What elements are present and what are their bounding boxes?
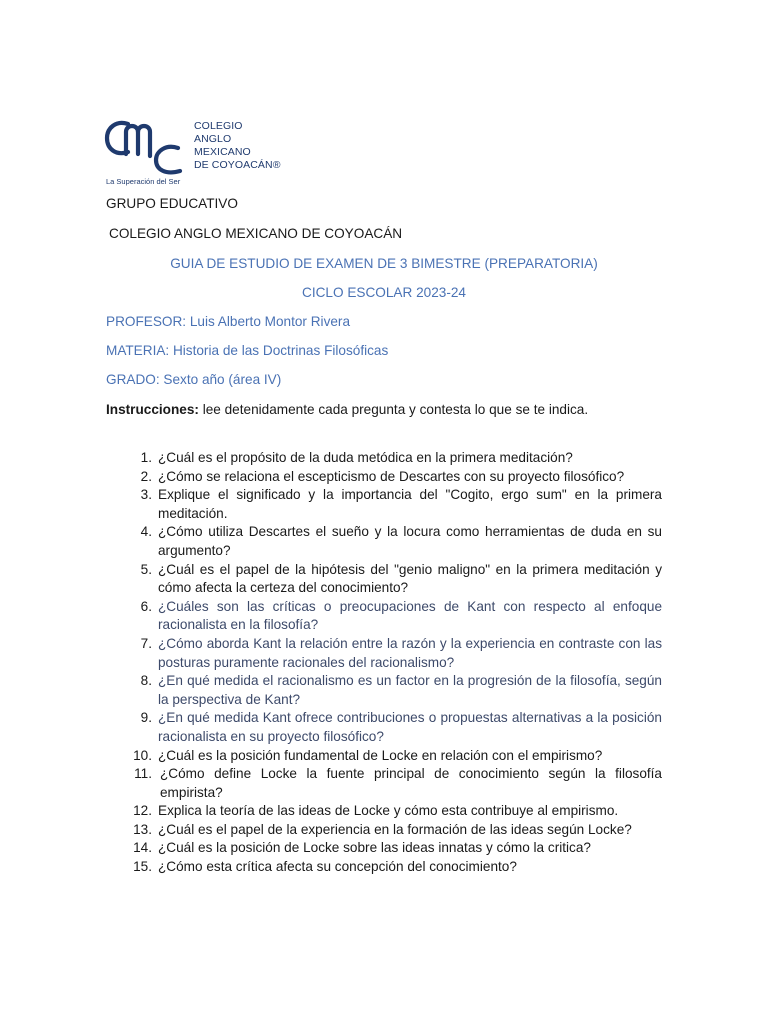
question-item [106,598,662,635]
question-text: Explica la teoría de las ideas de Locke y cómo esta contribuye al empirismo. [158,803,619,819]
question-text: ¿En qué medida el racionalismo es un factor en la progresión de la filosofía, según la perspectiva de Kant? [158,673,662,707]
question-number: 13. [133,821,152,837]
question-item [106,561,662,598]
logo-tagline: La Superación del Ser [106,177,181,186]
instructions-text: lee detenidamente cada pregunta y contesta lo que se te indica. [198,402,589,417]
question-list [106,449,662,877]
question-number: 10. [133,747,152,763]
logo-line-1: COLEGIO [194,120,243,132]
question-item [106,747,662,766]
question-text: ¿Cómo esta crítica afecta su concepción del conocimiento? [158,859,517,875]
question-number: 2. [140,468,152,484]
question-text: ¿Cuál es el propósito de la duda metódica en la primera meditación? [158,450,573,465]
question-text: ¿Cómo aborda Kant la relación entre la razón y la experiencia en contraste con las posturas puramente racionales del racionalismo? [158,635,662,670]
question-text: ¿Cuáles son las críticas o preocupaciones de Kant con respecto al enfoque racionalista en la filosofía? [158,598,662,633]
grade-line: GRADO: Sexto año (área IV) [106,372,282,387]
question-number: 7. [140,635,152,651]
question-text: ¿Cuál es la posición de Locke sobre las ideas innatas y cómo la critica? [158,840,591,856]
question-text: ¿Cómo define Locke la fuente principal de conocimiento según la filosofía empirista? [160,766,662,800]
subject-line: MATERIA: Historia de las Doctrinas Filosóficas [106,343,389,358]
question-item [106,635,662,672]
question-number: 9. [140,710,152,726]
question-item [106,858,662,877]
logo-line-4: DE COYOACÁN® [194,159,281,171]
question-number: 11. [134,766,152,782]
question-text: ¿Cuál es la posición fundamental de Locke en relación con el empirismo? [158,747,603,763]
question-item [106,839,662,858]
question-item [106,821,662,840]
logo-wordmark [194,120,281,172]
question-item [106,709,662,746]
question-number: 4. [140,524,152,540]
question-item [106,765,662,802]
question-number: 1. [140,450,152,465]
question-number: 14. [133,840,152,856]
question-item [106,523,662,560]
question-number: 8. [140,673,152,689]
question-number: 15. [133,859,152,875]
school-logo [104,118,294,190]
question-text: ¿En qué medida Kant ofrece contribuciones o propuestas alternativas a la posición racionalista en su proyecto filosófico? [158,710,662,744]
group-name: GRUPO EDUCATIVO [106,196,238,211]
cmc-logo-icon [104,118,190,176]
question-item [106,802,662,821]
school-name: COLEGIO ANGLO MEXICANO DE COYOACÁN [109,226,403,241]
question-item [106,486,662,523]
instructions [106,402,588,417]
question-text: ¿Cuál es el papel de la hipótesis del "genio maligno" en la primera meditación y cómo afecta la certeza del conocimiento? [158,561,662,596]
question-number: 6. [140,598,152,614]
question-number: 3. [140,487,152,503]
professor-line: PROFESOR: Luis Alberto Montor Rivera [106,314,351,329]
question-number: 5. [140,561,152,577]
logo-line-3: MEXICANO [194,146,251,158]
question-text: Explique el significado y la importancia del "Cogito, ergo sum" en la primera meditación. [158,487,662,521]
instructions-label: Instrucciones: [106,402,199,417]
school-cycle: CICLO ESCOLAR 2023-24 [302,285,466,300]
guide-title: GUIA DE ESTUDIO DE EXAMEN DE 3 BIMESTRE (PREPARATORIA) [170,256,598,271]
question-text: ¿Cómo utiliza Descartes el sueño y la locura como herramientas de duda en su argumento? [158,524,662,558]
question-item [106,449,662,468]
question-item [106,468,662,487]
question-text: ¿Cuál es el papel de la experiencia en la formación de las ideas según Locke? [158,821,632,837]
question-number: 12. [133,803,152,819]
logo-line-2: ANGLO [194,133,232,145]
question-item [106,672,662,709]
question-text: ¿Cómo se relaciona el escepticismo de Descartes con su proyecto filosófico? [158,468,625,484]
